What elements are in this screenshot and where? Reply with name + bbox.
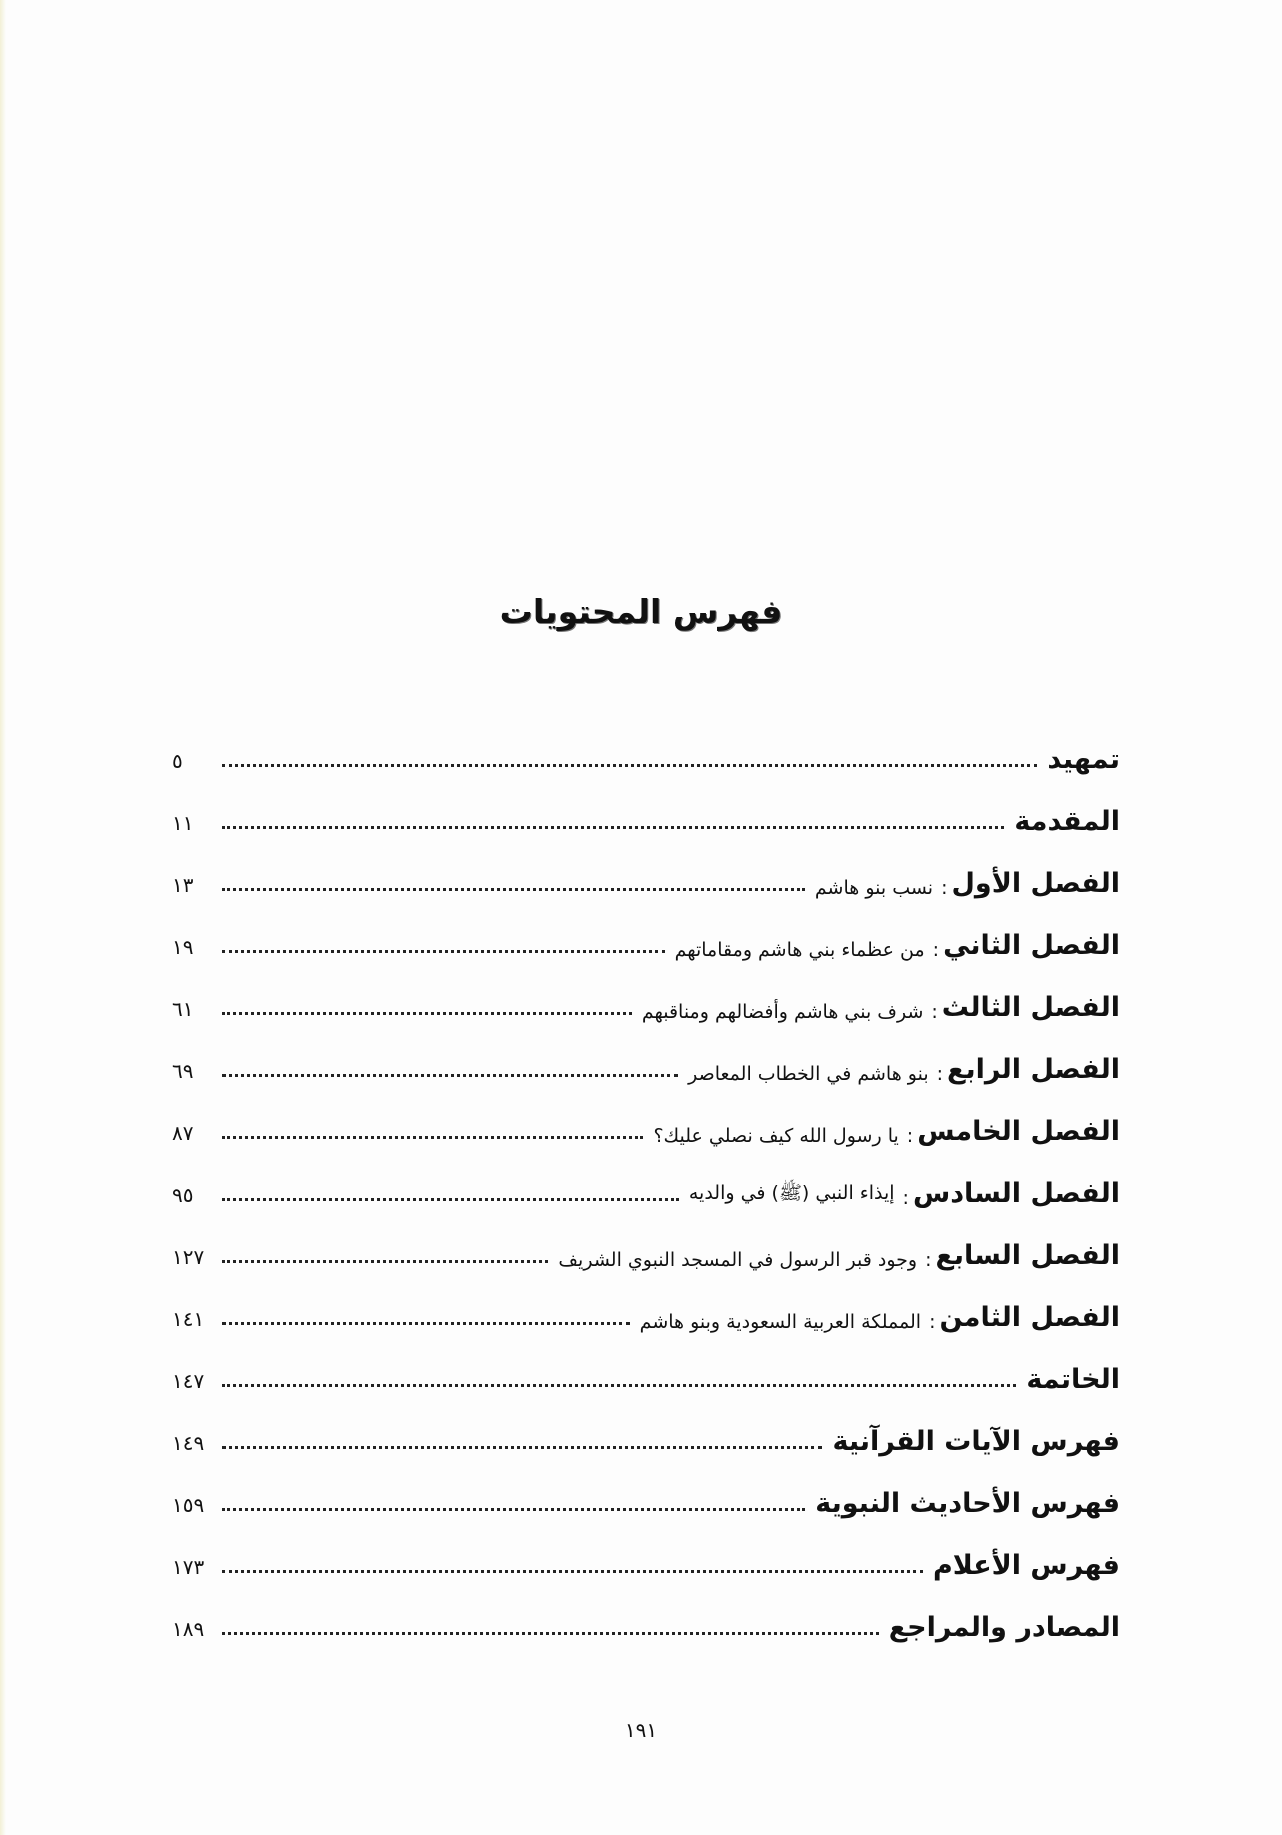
- toc-row[interactable]: [172, 775, 1120, 837]
- toc-subtitle: إيذاء النبي (ﷺ) في والديه: [688, 1182, 895, 1204]
- dot-leader: [222, 1384, 1016, 1387]
- toc-heading: الفصل الثاني: [943, 930, 1120, 961]
- separator-colon: :: [941, 877, 948, 899]
- dot-leader: [222, 1012, 632, 1015]
- separator-colon: :: [931, 1001, 938, 1023]
- toc-row[interactable]: [172, 1395, 1120, 1457]
- toc-row[interactable]: [172, 1085, 1120, 1147]
- dot-leader: [222, 1074, 678, 1077]
- toc-heading: الفصل الثالث: [941, 992, 1120, 1023]
- dot-leader: [222, 1570, 923, 1573]
- separator-colon: :: [906, 1125, 914, 1147]
- toc-row[interactable]: [172, 837, 1120, 899]
- toc-heading: الفصل الثامن: [939, 1302, 1120, 1333]
- toc-heading: فهرس الأحاديث النبوية: [815, 1488, 1120, 1519]
- toc-heading: المقدمة: [1014, 806, 1120, 837]
- toc-row[interactable]: [172, 1581, 1120, 1643]
- page-number-footer: ١٩١: [624, 1718, 658, 1742]
- toc-page-number: ١٤٧: [172, 1369, 205, 1393]
- toc-page-number: ١٥٩: [172, 1493, 205, 1517]
- toc-heading: تمهيد: [1047, 744, 1120, 775]
- dot-leader: [222, 1136, 643, 1139]
- toc-heading: الخاتمة: [1026, 1364, 1120, 1395]
- toc-page-number: ١٢٧: [172, 1245, 205, 1269]
- toc-page-number: ٦١: [172, 997, 194, 1021]
- toc-page-number: ٥: [172, 749, 183, 773]
- toc-page-number: ١٤٩: [172, 1431, 205, 1455]
- toc-subtitle: بنو هاشم في الخطاب المعاصر: [688, 1063, 929, 1085]
- dot-leader: [222, 1198, 679, 1201]
- toc-heading: الفصل السابع: [935, 1240, 1120, 1271]
- separator-colon: :: [932, 939, 940, 961]
- toc-subtitle: شرف بني هاشم وأفضالهم ومناقبهم: [641, 1001, 924, 1023]
- dot-leader: [222, 1632, 879, 1635]
- toc-heading: فهرس الأعلام: [932, 1550, 1120, 1581]
- toc-subtitle: وجود قبر الرسول في المسجد النبوي الشريف: [558, 1249, 918, 1271]
- toc-page-number: ١٧٣: [172, 1555, 205, 1579]
- toc-page-number: ١١: [172, 811, 194, 835]
- separator-colon: :: [925, 1249, 932, 1271]
- toc-row[interactable]: [172, 1023, 1120, 1085]
- toc-row[interactable]: [172, 899, 1120, 961]
- toc-heading: الفصل السادس: [912, 1178, 1120, 1209]
- dot-leader: [222, 826, 1004, 829]
- table-of-contents: [172, 713, 1120, 1643]
- toc-subtitle: المملكة العربية السعودية وبنو هاشم: [639, 1311, 922, 1333]
- toc-page-number: ١٤١: [172, 1307, 205, 1331]
- toc-page-number: ١٩: [172, 935, 194, 959]
- page-title: فهرس المحتويات: [499, 592, 783, 631]
- toc-page-number: ١٨٩: [172, 1617, 205, 1641]
- separator-colon: :: [936, 1063, 944, 1085]
- toc-page-number: ٩٥: [172, 1183, 194, 1207]
- toc-row[interactable]: [172, 1271, 1120, 1333]
- toc-subtitle: نسب بنو هاشم: [814, 877, 934, 899]
- dot-leader: [222, 1260, 548, 1263]
- dot-leader: [222, 888, 805, 891]
- toc-page-number: ٦٩: [172, 1059, 194, 1083]
- dot-leader: [222, 1508, 805, 1511]
- page-edge: [0, 0, 6, 1835]
- toc-heading: فهرس الآيات القرآنية: [832, 1426, 1120, 1457]
- toc-row[interactable]: [172, 1209, 1120, 1271]
- toc-heading: المصادر والمراجع: [888, 1612, 1120, 1643]
- toc-row[interactable]: [172, 1519, 1120, 1581]
- toc-subtitle: من عظماء بني هاشم ومقاماتهم: [674, 939, 925, 961]
- toc-subtitle: يا رسول الله كيف نصلي عليك؟: [653, 1125, 899, 1147]
- toc-heading: الفصل الأول: [951, 868, 1120, 899]
- toc-row[interactable]: [172, 1457, 1120, 1519]
- toc-row[interactable]: [172, 961, 1120, 1023]
- dot-leader: [222, 764, 1037, 767]
- toc-page-number: ٨٧: [172, 1121, 194, 1145]
- dot-leader: [222, 950, 665, 953]
- dot-leader: [222, 1446, 822, 1449]
- dot-leader: [222, 1322, 630, 1325]
- toc-row[interactable]: [172, 1147, 1120, 1209]
- toc-page-number: ١٣: [172, 873, 194, 897]
- toc-heading: الفصل الخامس: [917, 1116, 1120, 1147]
- separator-colon: :: [929, 1311, 936, 1333]
- toc-row[interactable]: [172, 713, 1120, 775]
- separator-colon: :: [902, 1187, 909, 1209]
- toc-row[interactable]: [172, 1333, 1120, 1395]
- toc-heading: الفصل الرابع: [947, 1054, 1120, 1085]
